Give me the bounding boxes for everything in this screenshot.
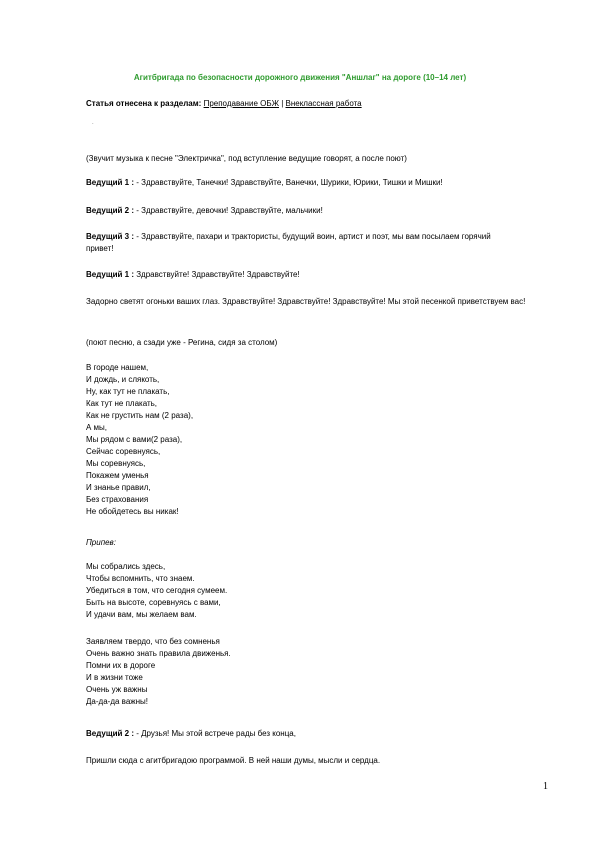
speaker-label: Ведущий 1 : (86, 178, 134, 187)
verse-line: И в жизни тоже (86, 673, 143, 682)
document-title: Агитбригада по безопасности дорожного движения "Аншлаг" на дороге (10–14 лет) (133, 73, 467, 82)
host1-line-2 (86, 269, 546, 281)
verse-line: Мы собрались здесь, (86, 562, 166, 571)
verse-line: Очень уж важны (86, 685, 148, 694)
verse-line: Очень важно знать правила движенья. (86, 649, 231, 658)
song-verse-2 (86, 561, 227, 621)
page-number: 1 (543, 781, 548, 792)
verse-line: Да-да-да важны! (86, 697, 149, 706)
song-verse-1 (86, 362, 193, 518)
speech-text: - Здравствуйте, Танечки! Здравствуйте, Ванечки, Шурики, Юрики, Тишки и Мишки! (134, 178, 443, 187)
stray-dot: . (92, 120, 94, 126)
category-prefix: Статья отнесена к разделам: (86, 99, 202, 108)
speaker-label: Ведущий 2 : (86, 206, 134, 215)
host2-line (86, 205, 546, 217)
verse-line: Сейчас соревнуясь, (86, 447, 161, 456)
speech-text: - Здравствуйте, пахари и трактористы, будущий воин, артист и поэт, мы вам посылаем горячий привет! (86, 232, 491, 253)
verse-line: Не обойдетесь вы никак! (86, 507, 179, 516)
verse-line: Чтобы вспомнить, что знаем. (86, 574, 195, 583)
greeting-paragraph: Задорно светят огоньки ваших глаз. Здравствуйте! Здравствуйте! Здравствуйте! Мы этой песенкой приветствуем вас! (86, 297, 526, 306)
verse-line: Мы рядом с вами(2 раза), (86, 435, 183, 444)
verse-line: И удачи вам, мы желаем вам. (86, 610, 197, 619)
speaker-label: Ведущий 3 : (86, 232, 134, 241)
category-line (86, 99, 362, 108)
verse-line: И знанье правил, (86, 483, 151, 492)
host2-line-2 (86, 728, 546, 740)
song-verse-3 (86, 636, 231, 708)
host1-line (86, 177, 546, 189)
intro-paragraph: (Звучит музыка к песне "Электричка", под вступление ведущие говорят, а после поют) (86, 154, 407, 163)
verse-line: Быть на высоте, соревнуясь с вами, (86, 598, 221, 607)
verse-line: В городе нашем, (86, 363, 149, 372)
verse-line: Ну, как тут не плакать, (86, 387, 170, 396)
verse-line: Убедиться в том, что сегодня сумеем. (86, 586, 228, 595)
host3-line (86, 231, 516, 255)
verse-line: Заявляем твердо, что без сомненья (86, 637, 220, 646)
category-separator: | (278, 99, 286, 108)
verse-line: Помни их в дороге (86, 661, 156, 670)
verse-line: Покажем уменья (86, 471, 149, 480)
verse-line: И дождь, и слякоть, (86, 375, 160, 384)
speech-text: - Здравствуйте, девочки! Здравствуйте, мальчики! (134, 206, 323, 215)
chorus-label: Припев: (86, 538, 116, 547)
category-link-obzh[interactable]: Преподавание ОБЖ (203, 99, 279, 108)
verse-line: Как тут не плакать, (86, 399, 158, 408)
verse-line: Мы соревнуясь, (86, 459, 146, 468)
verse-line: Без страхования (86, 495, 149, 504)
speaker-label: Ведущий 1 : (86, 270, 134, 279)
speaker-label: Ведущий 2 : (86, 729, 134, 738)
category-link-extracurricular[interactable]: Внеклассная работа (285, 99, 362, 108)
verse-line: А мы, (86, 423, 108, 432)
speech-text: - Друзья! Мы этой встрече рады без конца, (134, 729, 296, 738)
program-paragraph: Пришли сюда с агитбригадою программой. В ней наши думы, мысли и сердца. (86, 756, 381, 765)
stage-note: (поют песню, а сзади уже - Регина, сидя за столом) (86, 338, 278, 347)
speech-text: Здравствуйте! Здравствуйте! Здравствуйте! (134, 270, 300, 279)
verse-line: Как не грустить нам (2 раза), (86, 411, 194, 420)
